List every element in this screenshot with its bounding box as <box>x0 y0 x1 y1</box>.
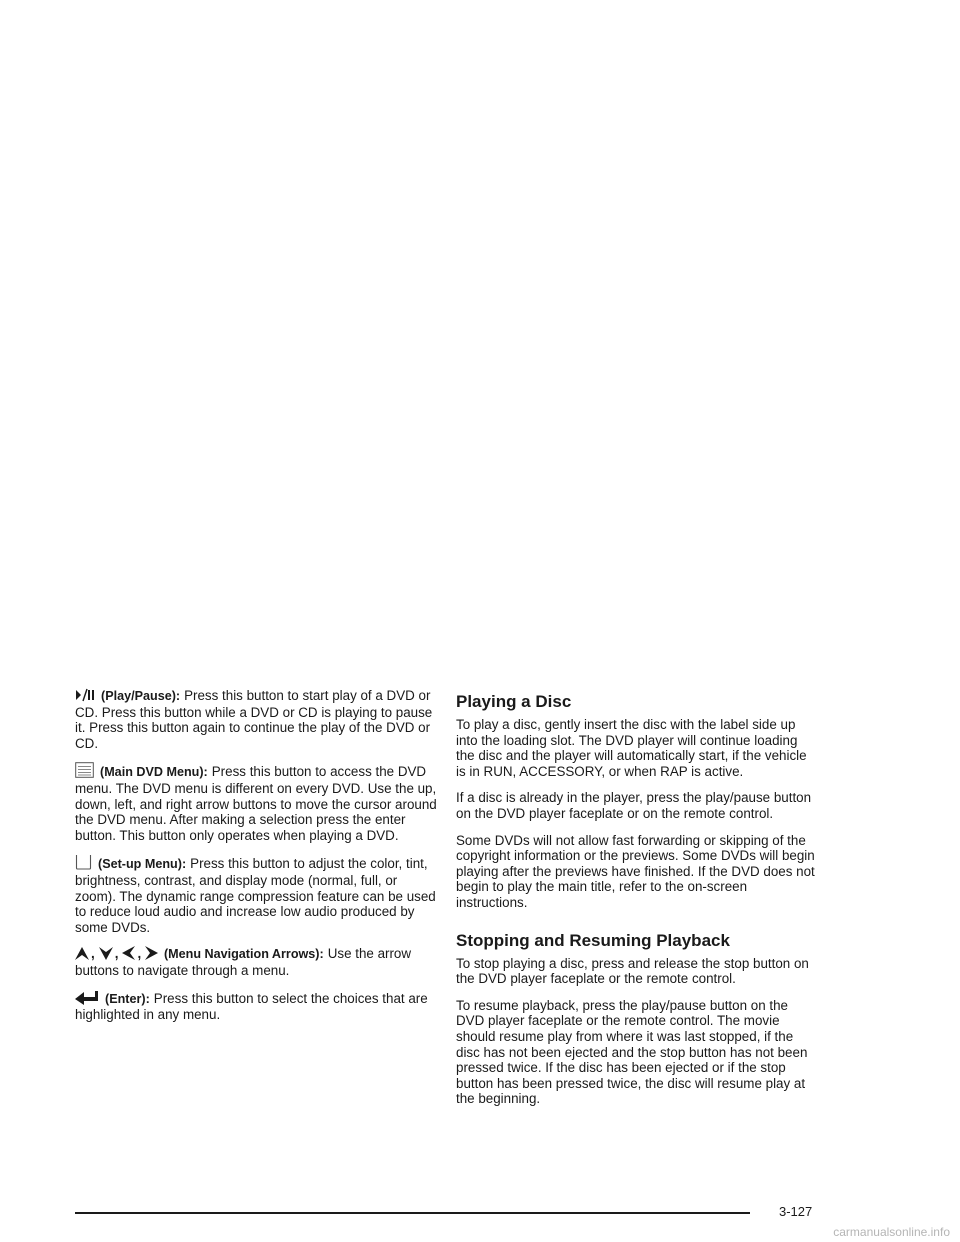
setup-menu-entry <box>75 854 437 935</box>
nav-arrows-text: Use the arrow buttons to navigate through a menu. <box>75 946 412 978</box>
setup-menu-icon <box>75 854 92 870</box>
main-menu-entry <box>75 762 437 843</box>
footer-rule <box>75 1212 750 1214</box>
playing-disc-heading: Playing a Disc <box>456 692 572 711</box>
left-column <box>75 688 437 1034</box>
enter-term: (Enter): <box>105 991 150 1006</box>
play-pause-text: Press this button to start play of a DVD or CD. Press this button while a DVD or CD is playing to pause it. Press this button again to continue the play of the DVD or CD. <box>75 688 433 751</box>
setup-menu-text: Press this button to adjust the color, tint, brightness, contrast, and display mode (normal, full, or zoom). The dynamic range compression feature can be used to reduce loud audio and increase low audio produced by some DVDs. <box>75 856 436 935</box>
playing-paragraph-2: If a disc is already in the player, press the play/pause button on the DVD player faceplate or on the remote control. <box>456 790 812 821</box>
arrow-right-icon <box>145 946 158 960</box>
play-pause-entry <box>75 688 437 751</box>
setup-menu-term: (Set-up Menu): <box>98 857 187 872</box>
arrow-separator: , <box>137 946 142 962</box>
nav-arrows-entry <box>75 946 437 978</box>
arrow-down-icon <box>99 947 113 960</box>
enter-entry <box>75 990 437 1023</box>
play-pause-icon <box>75 688 95 702</box>
right-column <box>456 688 818 1118</box>
play-pause-term: (Play/Pause): <box>101 689 181 703</box>
nav-arrows-term: (Menu Navigation Arrows): <box>163 947 324 962</box>
arrow-left-icon <box>122 946 135 960</box>
main-menu-term: (Main DVD Menu): <box>100 765 208 780</box>
stopping-paragraph-1: To stop playing a disc, press and release the stop button on the DVD player faceplate or the remote control. <box>456 955 809 987</box>
playing-paragraph-1: To play a disc, gently insert the disc with the label side up into the loading slot. The DVD player will continue loading the disc and the player will automatically start, if the vehicle is in RUN, ACCESSORY, or when RAP is active. <box>456 717 807 779</box>
page-number: 3-127 <box>779 1204 813 1219</box>
arrow-separator: , <box>91 946 95 962</box>
arrow-up-icon <box>75 947 89 960</box>
enter-icon <box>75 990 99 1005</box>
main-menu-text: Press this button to access the DVD menu. The DVD menu is different on every DVD. Use the up, down, left, and right arrow buttons to move the cursor around the DVD menu. After making a selection press the enter button. This button only operates when playing a DVD. <box>75 764 437 843</box>
watermark: carmanualsonline.info <box>833 1225 950 1239</box>
enter-text: Press this button to select the choices that are highlighted in any menu. <box>75 990 428 1023</box>
stopping-paragraph-2: To resume playback, press the play/pause button on the DVD player faceplate or the remote control. The movie should resume play from where it was last stopped, if the disc has not been ejected and the stop button has not been pressed twice. If the disc has been ejected or if the stop button has been pressed twice, the disc will resume play at the beginning. <box>456 997 808 1107</box>
playing-paragraph-3: Some DVDs will not allow fast forwarding or skipping of the copyright information or the previews. Some DVDs will begin playing after the previews have finished. If the DVD does not begin to play the main title, refer to the on-screen instructions. <box>456 832 815 910</box>
arrow-separator: , <box>114 946 119 962</box>
stopping-heading: Stopping and Resuming Playback <box>456 930 730 950</box>
main-menu-icon <box>75 762 94 778</box>
nav-arrows-group <box>75 946 164 961</box>
